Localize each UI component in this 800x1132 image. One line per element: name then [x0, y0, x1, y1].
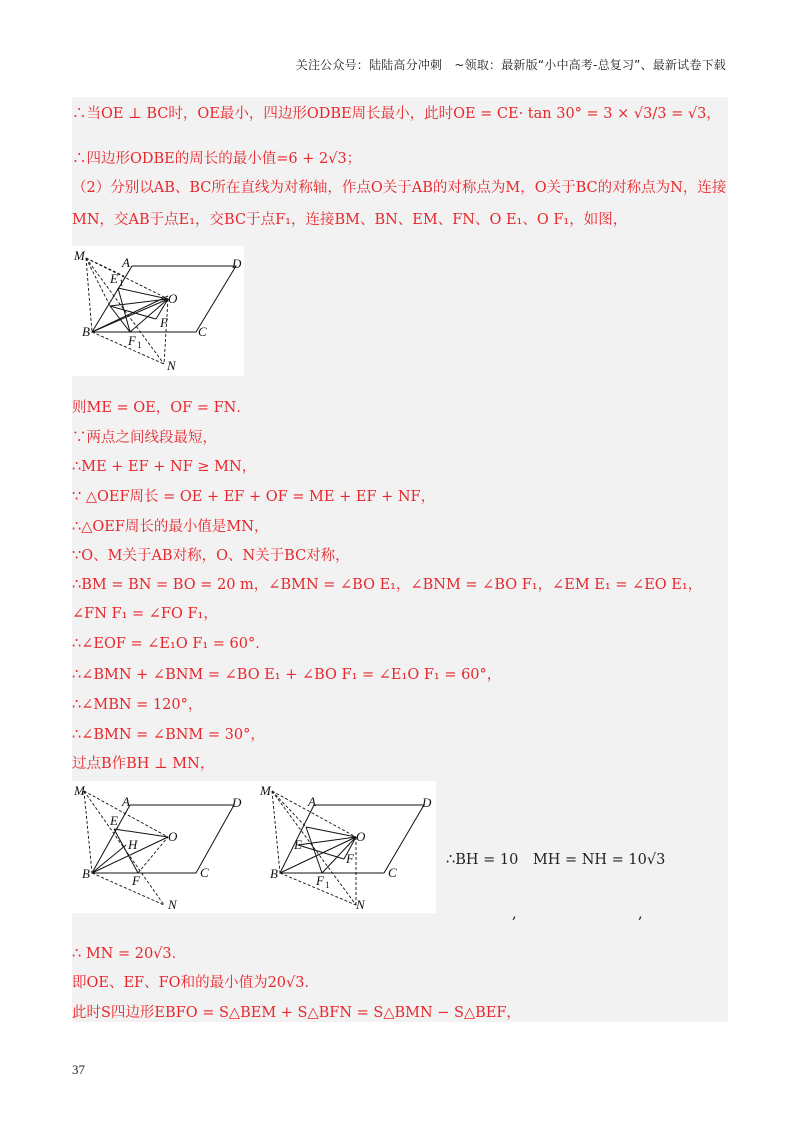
fig1-label: 1 — [119, 278, 124, 288]
stray-comma: , — [512, 906, 517, 922]
fig1-label: D — [232, 256, 242, 271]
fig1-label: F — [128, 333, 136, 348]
solution-line: ∵O、M关于AB对称，O、N关于BC对称， — [72, 548, 350, 564]
page-number: 37 — [72, 1062, 85, 1077]
fig3-label: N — [356, 897, 365, 912]
solution-line: ∴四边形ODBE的周长的最小值=6 + 2√3； — [72, 151, 362, 167]
solution-line: （2）分别以AB、BC所在直线为对称轴，作点O关于AB的对称点为M，O关于BC的对称点为N，连接 — [72, 180, 727, 196]
fig1-label: 1 — [137, 340, 142, 350]
fig2-label: F — [132, 873, 140, 888]
solution-line: ∴∠BMN + ∠BNM = ∠BO E₁ + ∠BO F₁ = ∠E₁O F₁ = 60°， — [72, 667, 502, 683]
fig1-label: O — [168, 291, 178, 306]
solution-line: ∴BM = BN = BO = 20 m，∠BMN = ∠BO E₁，∠BNM = ∠BO F₁，∠EM E₁ = ∠EO E₁， — [72, 577, 703, 593]
solution-line: ∴∠BMN = ∠BNM = 30°， — [72, 727, 265, 743]
fig3-label: A — [308, 794, 316, 809]
fig3-label: F — [316, 873, 324, 888]
fig1-label: M — [74, 248, 85, 263]
bh-result: ∴BH = 10 MH = NH = 10√3 — [446, 852, 666, 868]
fig3-label: O — [356, 829, 366, 844]
stray-comma: , — [638, 906, 643, 922]
fig2-label: E — [110, 813, 118, 828]
solution-line: ∴当OE ⊥ BC时，OE最小，四边形ODBE周长最小，此时OE = CE· tan 30° = 3 × √3/3 = √3， — [72, 106, 721, 122]
solution-line: ∠FN F₁ = ∠FO F₁， — [72, 606, 218, 622]
fig3-label: 1 — [325, 880, 330, 890]
fig3-label: E — [294, 837, 302, 852]
figure-1-parallelogram — [72, 246, 244, 376]
solution-line: ∴∠EOF = ∠E₁O F₁ = 60°． — [72, 636, 270, 652]
solution-line: 则ME = OE，OF = FN． — [72, 400, 251, 416]
solution-line: ∴ME + EF + NF ≥ MN， — [72, 459, 257, 475]
fig2-label: C — [200, 865, 209, 880]
fig1-label: C — [198, 324, 207, 339]
solution-line: ∴△OEF周长的最小值是MN， — [72, 519, 269, 535]
fig1-label: F — [160, 315, 168, 330]
fig3-label: F — [346, 851, 354, 866]
solution-line: ∴ MN = 20√3． — [72, 946, 187, 962]
solution-line: 此时S四边形EBFO = S△BEM + S△BFN = S△BMN − S△BEF， — [72, 1005, 521, 1021]
solution-line: 过点B作BH ⊥ MN， — [72, 756, 215, 772]
fig2-label: N — [168, 897, 177, 912]
fig2-label: B — [82, 866, 90, 881]
fig3-label: D — [422, 795, 432, 810]
solution-line: 即OE、EF、FO和的最小值为20√3． — [72, 975, 319, 991]
fig3-label: B — [270, 866, 278, 881]
solution-line: MN，交AB于点E₁，交BC于点F₁，连接BM、BN、EM、FN、O E₁、O F₁，如图， — [72, 212, 628, 228]
fig3-label: C — [388, 865, 397, 880]
solution-line: ∵两点之间线段最短， — [72, 430, 217, 446]
fig2-label: D — [232, 795, 242, 810]
fig1-label: A — [122, 255, 130, 270]
fig3-label: M — [260, 783, 271, 798]
figure-2-3-pair — [72, 781, 436, 913]
fig1-label: N — [167, 358, 176, 373]
solution-line: ∵ △OEF周长 = OE + EF + OF = ME + EF + NF， — [72, 489, 436, 505]
fig2-label: H — [128, 837, 138, 852]
fig2-label: A — [122, 794, 130, 809]
fig1-label: B — [82, 324, 90, 339]
fig2-label: M — [74, 783, 85, 798]
page-header: 关注公众号：陆陆高分冲刺 ~领取：最新版“小中高考-总复习”、最新试卷下载 — [295, 58, 726, 72]
solution-line: ∴∠MBN = 120°， — [72, 697, 203, 713]
fig1-label: E — [110, 271, 118, 286]
fig2-label: O — [168, 829, 178, 844]
